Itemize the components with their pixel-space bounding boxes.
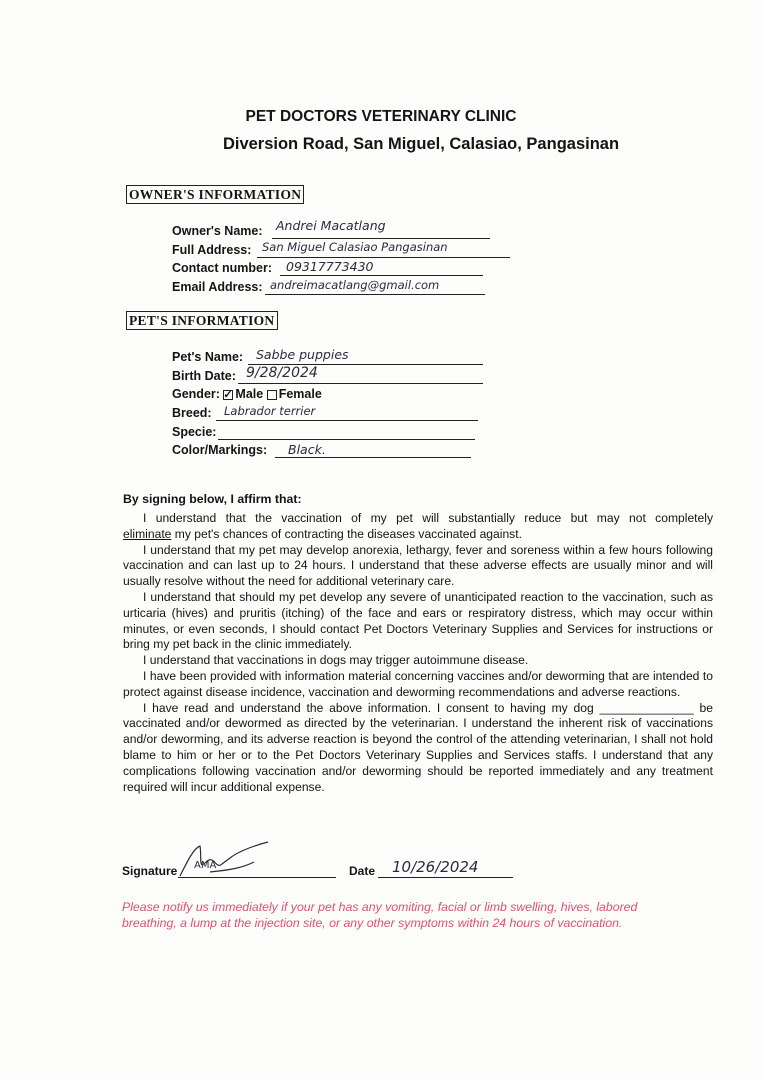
pet-name-value: Sabbe puppies	[256, 347, 349, 362]
owner-section-title: OWNER'S INFORMATION	[126, 185, 304, 204]
signature-label: Signature	[122, 864, 178, 878]
female-checkbox[interactable]	[267, 390, 277, 400]
date-value: 10/26/2024	[392, 858, 479, 876]
paragraph-1: I understand that the vaccination of my pet will substantially reduce but may not completely	[143, 511, 713, 525]
date-label: Date	[349, 864, 376, 878]
female-option: Female	[278, 387, 322, 401]
affirmation-heading: By signing below, I affirm that:	[123, 492, 302, 506]
specie-label: Specie:	[172, 425, 217, 439]
pet-name-label: Pet's Name:	[172, 350, 244, 364]
paragraph-5: I have been provided with information material concerning vaccines and/or deworming that are intended to protect against disease incidence, vaccination and deworming recommendations and adverse reactions.	[123, 668, 713, 699]
male-option: Male	[235, 387, 264, 401]
breed-value: Labrador terrier	[224, 404, 316, 418]
signature-scribble	[170, 840, 280, 885]
pet-section-title: PET'S INFORMATION	[126, 311, 278, 330]
birth-date-value: 9/28/2024	[246, 365, 318, 381]
signature-initials: AMA	[194, 860, 217, 871]
paragraph-2: I understand that my pet may develop anorexia, lethargy, fever and soreness within a few hours following vaccination and can last up to 24 hours. I understand that these adverse effects are usually minor and will usually resolve without the need for additional veterinary care.	[123, 542, 713, 589]
paragraph-6: I have read and understand the above information. I consent to having my dog ______________ be vaccinated and/or dewormed as directed by the veterinarian. I understand the inherent risk of vaccinations and/or deworming, and its adverse reaction is beyond the control of the attending veterinarian, I shall not hold blame to him or her or to the Pet Doctors Veterinary Supplies and Services staffs. I understand that any complications following vaccination and/or deworming should be reported immediately and any treatment required will incur additional expense.	[123, 700, 713, 794]
paragraph-4: I understand that vaccinations in dogs may trigger autoimmune disease.	[143, 653, 529, 668]
birth-date-label: Birth Date:	[172, 369, 236, 383]
color-label: Color/Markings:	[172, 443, 268, 457]
vaccination-notice: Please notify us immediately if your pet has any vomiting, facial or limb swelling, hives, labored breathing, a lump at the injection site, or any other symptoms within 24 hours of vaccination.	[122, 900, 638, 930]
gender-field	[172, 387, 322, 401]
owner-name-value: Andrei Macatlang	[276, 218, 386, 233]
contact-value: 09317773430	[286, 259, 374, 274]
breed-label: Breed:	[172, 406, 212, 420]
male-checkbox[interactable]: ✓	[223, 388, 233, 401]
address-label: Full Address:	[172, 243, 252, 257]
paragraph-3: I understand that should my pet develop any severe of unanticipated reaction to the vaccination, such as urticaria (hives) and pruritis (itching) of the face and ears or respiratory distress, which may occur within minutes, or even seconds, I should contact Pet Doctors Veterinary Supplies and Services for instructions or bring my pet back in the clinic immediately.	[123, 589, 713, 652]
paragraph-1-cont: eliminate my pet's chances of contracting the diseases vaccinated against.	[123, 526, 522, 541]
email-value: andreimacatlang@gmail.com	[270, 278, 440, 292]
email-label: Email Address:	[172, 280, 263, 294]
affirmation-body	[123, 511, 713, 795]
gender-label: Gender:	[172, 387, 220, 401]
color-value: Black.	[288, 442, 326, 457]
clinic-name: PET DOCTORS VETERINARY CLINIC	[245, 108, 517, 125]
address-value: San Miguel Calasiao Pangasinan	[262, 240, 448, 254]
owner-name-label: Owner's Name:	[172, 224, 263, 238]
contact-label: Contact number:	[172, 261, 272, 275]
clinic-address: Diversion Road, San Miguel, Calasiao, Pangasinan	[222, 135, 620, 153]
